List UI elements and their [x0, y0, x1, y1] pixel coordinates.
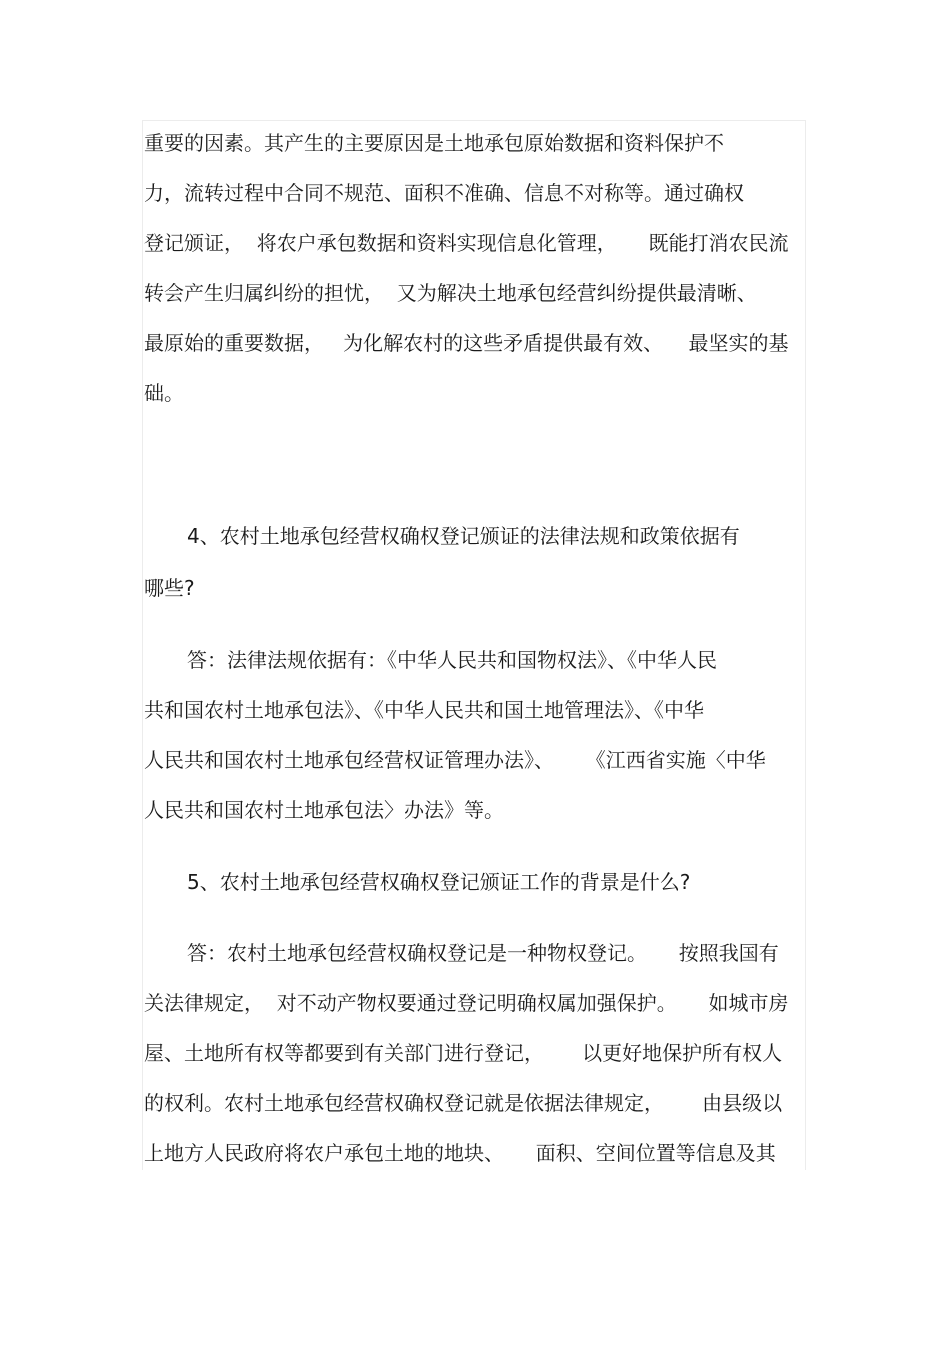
paragraph-line: 最原始的重要数据， 为化解农村的这些矛盾提供最有效、 最坚实的基 [144, 331, 789, 355]
answer-line: 上地方人民政府将农户承包土地的地块、 面积、空间位置等信息及其 [144, 1141, 776, 1165]
answer-line: 共和国农村土地承包法》、《中华人民共和国土地管理法》、《中华 [144, 698, 704, 722]
answer-line: 屋、土地所有权等都要到有关部门进行登记， 以更好地保护所有权人 [144, 1041, 783, 1065]
answer-line: 的权利。农村土地承包经营权确权登记就是依据法律规定， 由县级以 [144, 1091, 783, 1115]
question-heading: 5、农村土地承包经营权确权登记颁证工作的背景是什么? [187, 870, 691, 894]
answer-line: 答：法律法规依据有：《中华人民共和国物权法》、《中华人民 [187, 648, 717, 672]
answer-line: 关法律规定， 对不动产物权要通过登记明确权属加强保护。 如城市房 [144, 991, 789, 1015]
answer-line: 人民共和国农村土地承包经营权证管理办法》、 《江西省实施〈中华 [144, 748, 766, 772]
paragraph-line: 登记颁证， 将农户承包数据和资料实现信息化管理， 既能打消农民流 [144, 231, 789, 255]
answer-line: 人民共和国农村土地承包法〉办法》等。 [144, 798, 504, 822]
answer-line: 答：农村土地承包经营权确权登记是一种物权登记。 按照我国有 [187, 941, 779, 965]
question-heading: 4、农村土地承包经营权确权登记颁证的法律法规和政策依据有 [187, 524, 740, 548]
paragraph-line: 重要的因素。其产生的主要原因是土地承包原始数据和资料保护不 [144, 131, 724, 155]
paragraph-line: 转会产生归属纠纷的担忧， 又为解决土地承包经营纠纷提供最清晰、 [144, 281, 757, 305]
question-heading: 哪些? [144, 576, 195, 600]
paragraph-line: 力，流转过程中合同不规范、面积不准确、信息不对称等。通过确权 [144, 181, 744, 205]
paragraph-line: 础。 [144, 381, 184, 405]
